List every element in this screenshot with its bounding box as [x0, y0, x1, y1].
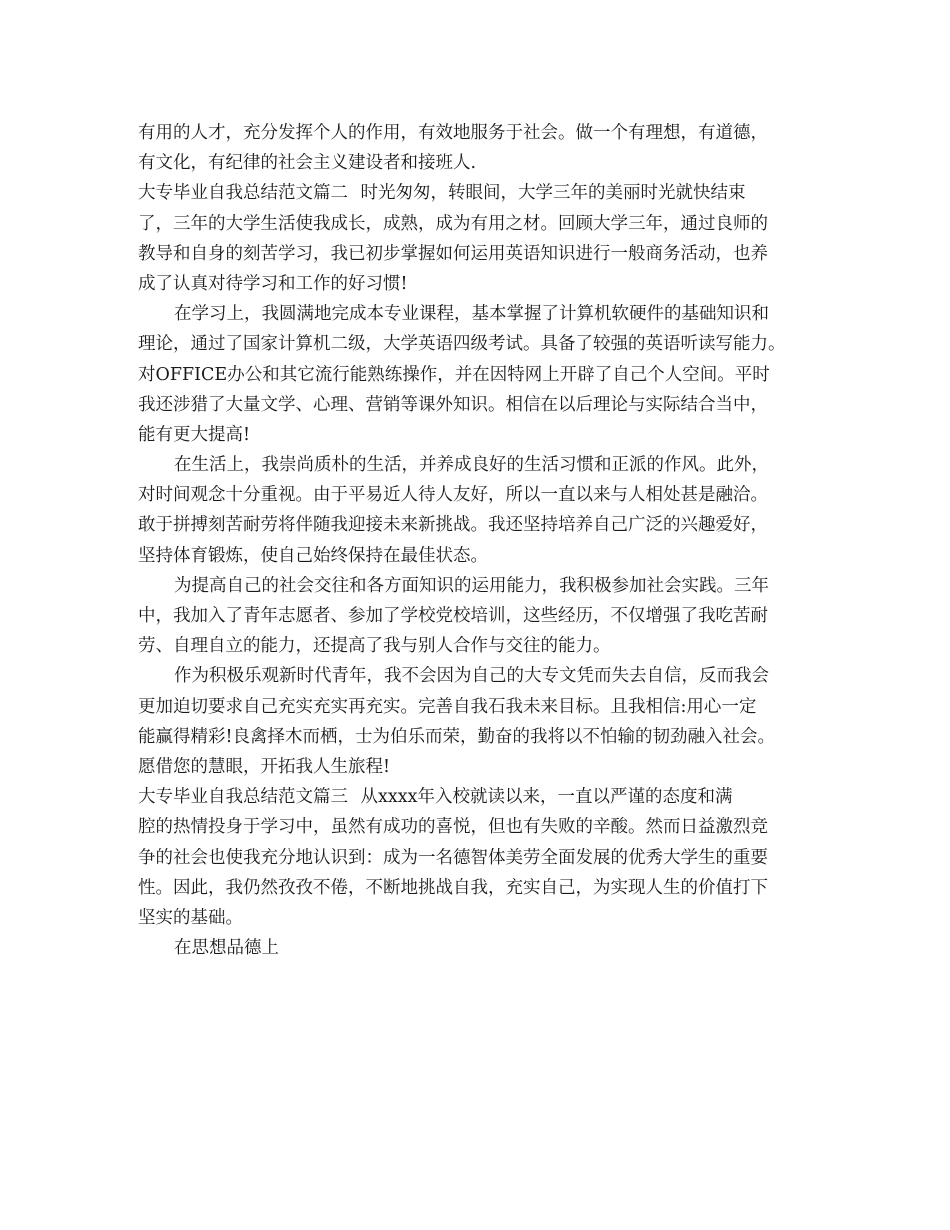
text-line: 能有更大提高! — [138, 424, 251, 445]
text-line: 在思想品德上 — [174, 938, 279, 959]
document-body — [138, 118, 828, 963]
text-line: 在生活上，我崇尚质朴的生活，并养成良好的生活习惯和正派的作风。此外， — [174, 455, 769, 476]
text-line: 了，三年的大学生活使我成长，成熟，成为有用之材。回顾大学三年，通过良师的 — [138, 213, 768, 234]
text-line: 坚持体育锻炼，使自己始终保持在最佳状态。 — [138, 545, 488, 566]
text-line: 性。因此，我仍然孜孜不倦，不断地挑战自我，充实自己，为实现人生的价值打下 — [138, 877, 768, 898]
text-line: 劳、自理自立的能力，还提高了我与别人合作与交往的能力。 — [138, 636, 611, 657]
text-line: 大专毕业自我总结范文篇二 时光匆匆，转眼间，大学三年的美丽时光就快结束 — [138, 183, 746, 204]
text-line: 坚实的基础。 — [138, 907, 243, 928]
text-line: 在学习上，我圆满地完成本专业课程，基本掌握了计算机软硬件的基础知识和 — [174, 304, 769, 325]
text-line: 更加迫切要求自己充实充实再充实。完善自我石我未来目标。且我相信:用心一定 — [138, 696, 757, 717]
text-line: 愿借您的慧眼，开拓我人生旅程! — [138, 756, 391, 777]
text-line: 对OFFICE办公和其它流行能熟练操作，并在因特网上开辟了自己个人空间。平时 — [138, 364, 770, 385]
text-line: 大专毕业自我总结范文篇三 从xxxx年入校就读以来，一直以严谨的态度和满 — [138, 787, 733, 808]
text-line: 有文化，有纪律的社会主义建设者和接班人. — [138, 153, 477, 174]
text-line: 为提高自己的社会交往和各方面知识的运用能力，我积极参加社会实践。三年 — [174, 575, 769, 596]
text-line: 理论，通过了国家计算机二级，大学英语四级考试。具备了较强的英语听读写能力。 — [138, 334, 786, 355]
text-line: 争的社会也使我充分地认识到：成为一名德智体美劳全面发展的优秀大学生的重要 — [138, 847, 768, 868]
text-line: 成了认真对待学习和工作的好习惯! — [138, 273, 408, 294]
text-line: 腔的热情投身于学习中，虽然有成功的喜悦，但也有失败的辛酸。然而日益激烈竞 — [138, 817, 768, 838]
text-line: 对时间观念十分重视。由于平易近人待人友好，所以一直以来与人相处甚是融洽。 — [138, 485, 768, 506]
text-line: 有用的人才，充分发挥个人的作用，有效地服务于社会。做一个有理想，有道德， — [138, 123, 768, 143]
text-line: 我还涉猎了大量文学、心理、营销等课外知识。相信在以后理论与实际结合当中， — [138, 394, 768, 415]
text-line: 教导和自身的刻苦学习，我已初步掌握如何运用英语知识进行一般商务活动，也养 — [138, 243, 768, 264]
text-line: 作为积极乐观新时代青年，我不会因为自己的大专文凭而失去自信，反而我会 — [174, 666, 769, 687]
text-line: 中，我加入了青年志愿者、参加了学校党校培训，这些经历，不仅增强了我吃苦耐 — [138, 606, 768, 626]
text-line: 敢于拼搏刻苦耐劳将伴随我迎接未来新挑战。我还坚持培养自己广泛的兴趣爱好， — [138, 515, 768, 536]
text-line: 能赢得精彩!良禽择木而栖，士为伯乐而荣，勤奋的我将以不怕输的韧劲融入社会。 — [138, 726, 776, 747]
